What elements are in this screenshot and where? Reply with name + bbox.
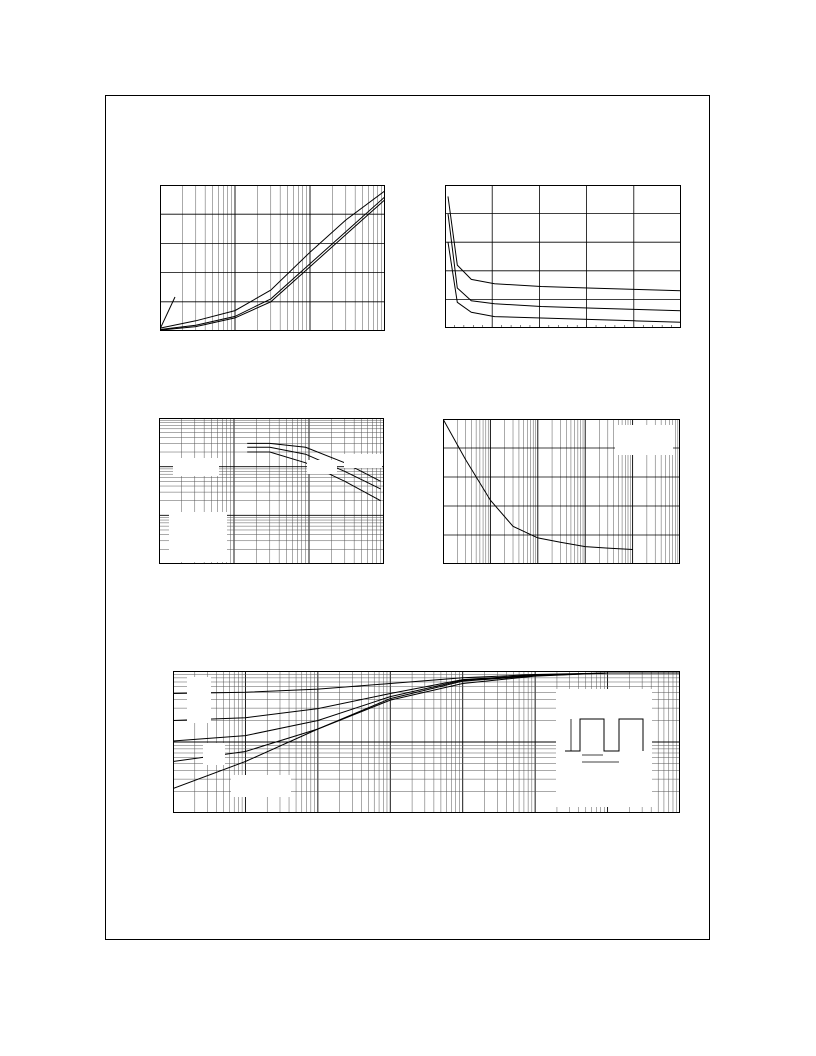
legend-box — [173, 458, 219, 476]
legend-box — [307, 460, 337, 474]
data-series-line — [160, 200, 385, 331]
plot-border — [446, 186, 681, 328]
legend-box — [187, 677, 211, 723]
plot-border — [161, 186, 385, 331]
data-series-line — [160, 191, 385, 328]
data-series-line — [448, 242, 681, 322]
forward-voltage-chart — [160, 185, 385, 331]
legend-box — [615, 425, 673, 455]
data-series-line — [448, 214, 681, 311]
single-pulse-power-chart — [443, 419, 680, 564]
legend-box — [203, 743, 225, 765]
data-series-line — [448, 196, 681, 290]
capacitance-chart — [445, 185, 681, 328]
safe-operating-area-chart — [159, 418, 384, 564]
legend-box — [169, 512, 227, 562]
data-series-line — [160, 197, 385, 330]
legend-box — [344, 454, 382, 468]
legend-box — [231, 775, 291, 797]
transient-thermal-response-chart — [173, 671, 680, 813]
